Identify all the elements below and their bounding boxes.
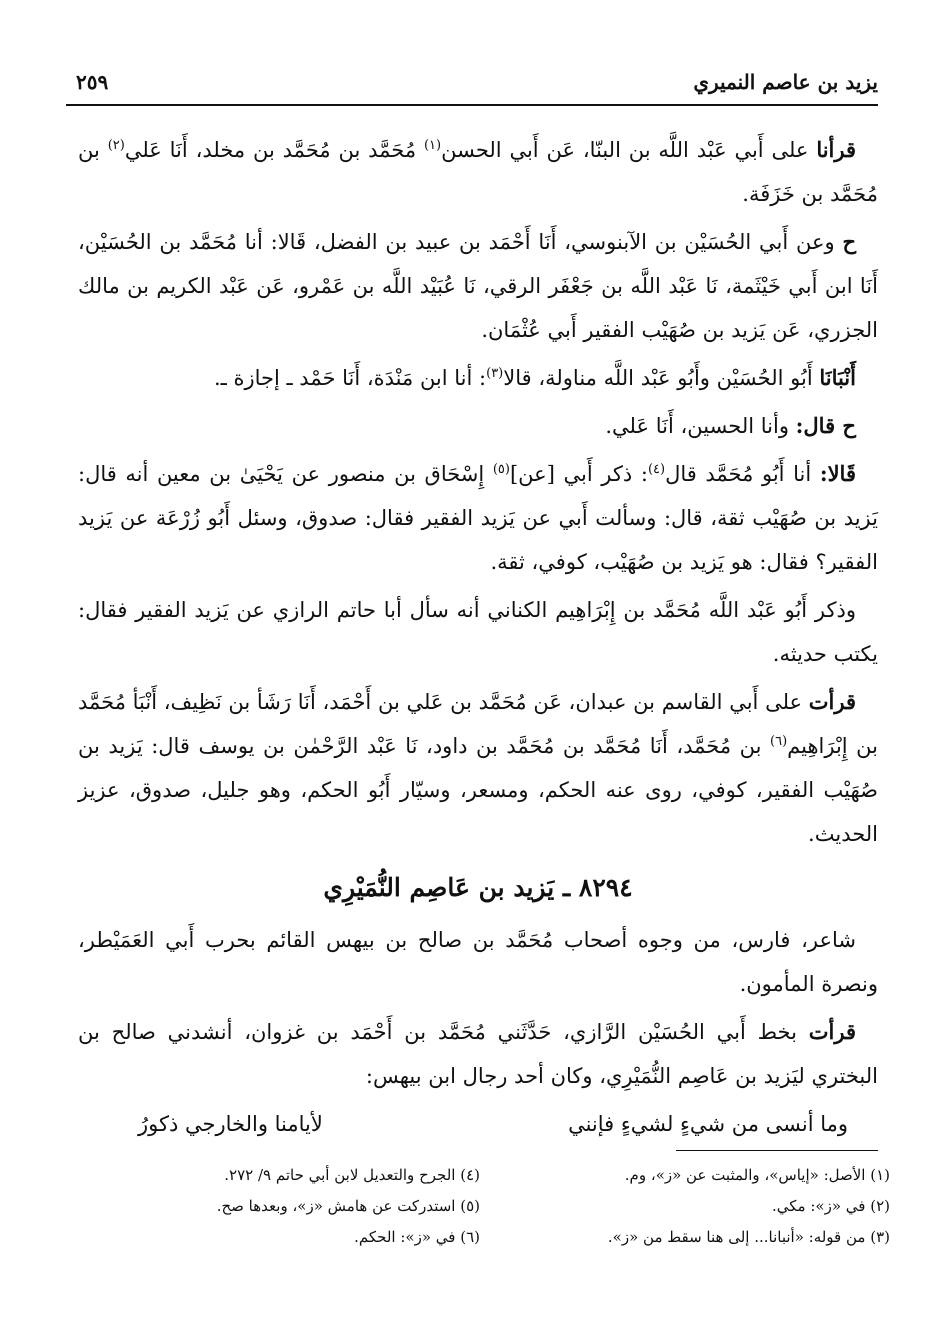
paragraph-text: : أنا ابن مَنْدَة، أَنَا حَمْد ـ إجازة ـ. <box>213 366 487 390</box>
footnote: (٣) من قوله: «أنبانا... إلى هنا سقط من «ز». <box>607 1228 890 1246</box>
paragraph-text: أَبُو الحُسَيْن وأَبُو عَبْد اللَّه مناولة، قالا <box>503 366 820 390</box>
entry-narration <box>78 1010 878 1098</box>
paragraph-keyword: قرأت <box>808 689 856 714</box>
paragraph-text: على أَبي القاسم بن عبدان، عَن مُحَمَّد بن عَلي بن أَحْمَد، أَنَا رَشَأ بن نَظِيف، أَنْبَأ مُحَمَّد بن إِبْرَاهِيم <box>78 690 878 758</box>
footnotes <box>120 1160 890 1253</box>
narration-paragraph <box>78 680 878 856</box>
paragraph-text: : ذكر أَبي [عن] <box>509 462 648 486</box>
footnote: (١) الأصل: «إياس»، والمثبت عن «ز»، وم. <box>624 1166 890 1184</box>
footnote: (٥) استدركت عن هامش «ز»، وبعدها صح. <box>216 1197 480 1215</box>
footnote-ref: (٦) <box>770 734 788 749</box>
narration-paragraph <box>78 404 878 448</box>
narration-text: بخط أَبي الحُسَيْن الرَّازي، حَدَّثَني مُحَمَّد بن أَحْمَد بن غزوان، أنشدني صالح بن البختري ليَزيد بن عَاصِم النُّمَيْرِي، وكان أحد رجال ابن بيهس: <box>78 1020 878 1088</box>
footnote-ref: (٤) <box>647 462 666 477</box>
narration-paragraph <box>78 588 878 676</box>
footnote: (٢) في «ز»: مكي. <box>772 1197 890 1215</box>
verse-first-hemistich: وما أنسى من شيءٍ لشيءٍ فإنني <box>568 1112 848 1136</box>
paragraph-text: وعن أَبي الحُسَيْن بن الآبنوسي، أَنَا أَحْمَد بن عبيد بن الفضل، قَالا: أنا مُحَمَّد بن الحُسَيْن، أَنَا ابن أَبي خَيْثَمة، نَا عَبْد اللَّه بن جَعْفَر الرقي، نَا عُبَيْد اللَّه بن عَمْرو، عَن عَبْد الكريم بن مالك الجزري، عَن يَزيد بن صُهَيْب الفقير أَبي عُثْمَان. <box>78 230 878 342</box>
paragraph-text: على أَبي عَبْد اللَّه بن البنّا، عَن أَبي الحسن <box>441 138 817 162</box>
footnote-rule <box>676 1150 878 1151</box>
paragraph-keyword: ح قال: <box>795 413 856 438</box>
poem-verse <box>78 1102 878 1146</box>
running-title: يزيد بن عاصم النميري <box>693 70 878 94</box>
narration-keyword: قرأت <box>808 1019 856 1044</box>
paragraph-keyword: قَالا: <box>819 461 856 486</box>
footnote-column-left <box>120 1160 480 1253</box>
footnote-ref: (٣) <box>486 366 504 381</box>
footnote-column-right <box>530 1160 890 1253</box>
page-header <box>66 66 878 102</box>
narration-paragraph <box>78 128 878 216</box>
paragraph-text: أنا أَبُو مُحَمَّد قال <box>665 462 820 486</box>
paragraph-text: بن مُحَمَّد، أَنَا مُحَمَّد بن مُحَمَّد بن داود، نَا عَبْد الرَّحْمٰن بن يوسف قال: يَزيد بن صُهَيْب الفقير، كوفي، روى عنه الحكم، ومسعر، وسيّار أَبُو الحكم، وهو جليل، صدوق، عزيز الحديث. <box>78 734 878 846</box>
main-text <box>78 128 878 1146</box>
entry-heading: ٨٢٩٤ ـ يَزيد بن عَاصِم النُّمَيْرِي <box>323 873 633 902</box>
paragraph-text: مُحَمَّد بن مُحَمَّد بن مخلد، أَنَا عَلي <box>124 138 424 162</box>
page-number: ٢٥٩ <box>76 70 109 94</box>
entry-intro: شاعر، فارس، من وجوه أصحاب مُحَمَّد بن صالح بن بيهس القائم بحرب أَبي العَمَيْطر، ونصرة المأمون. <box>78 928 878 996</box>
paragraph-list <box>78 128 878 856</box>
paragraph-keyword: أَنْبَانَا <box>819 365 856 390</box>
header-rule <box>66 104 878 106</box>
footnote-ref: (٢) <box>107 138 125 153</box>
paragraph-text: بن مُحَمَّد بن خَزَفَة. <box>78 138 878 206</box>
verse-second-hemistich: لأيامنا والخارجي ذكورُ <box>138 1112 323 1136</box>
paragraph-text: إِسْحَاق بن منصور عن يَحْيَىٰ بن معين أنه قال: يَزيد بن صُهَيْب ثقة، قال: وسألت أَبي عن يَزيد الفقير فقال: صدوق، وسئل أَبُو زُرْعَة عن يَزيد الفقير؟ فقال: هو يَزيد بن صُهَيْب، كوفي، ثقة. <box>78 462 878 574</box>
paragraph-keyword: قرأنا <box>816 137 857 162</box>
narration-paragraph <box>78 220 878 352</box>
narration-paragraph <box>78 356 878 400</box>
narration-paragraph <box>78 452 878 584</box>
footnote-ref: (١) <box>423 138 442 153</box>
paragraph-text: وذكر أَبُو عَبْد اللَّه مُحَمَّد بن إِبْرَاهِيم الكناني أنه سأل أبا حاتم الرازي عن يَزيد الفقير فقال: يكتب حديثه. <box>78 598 878 666</box>
footnote-ref: (٥) <box>492 462 510 477</box>
paragraph-text: وأنا الحسين، أَنَا عَلي. <box>605 414 796 438</box>
paragraph-keyword: ح <box>842 229 856 254</box>
footnote: (٦) في «ز»: الحكم. <box>354 1228 480 1246</box>
footnote: (٤) الجرح والتعديل لابن أبي حاتم ٩/ ٢٧٢. <box>224 1166 480 1184</box>
